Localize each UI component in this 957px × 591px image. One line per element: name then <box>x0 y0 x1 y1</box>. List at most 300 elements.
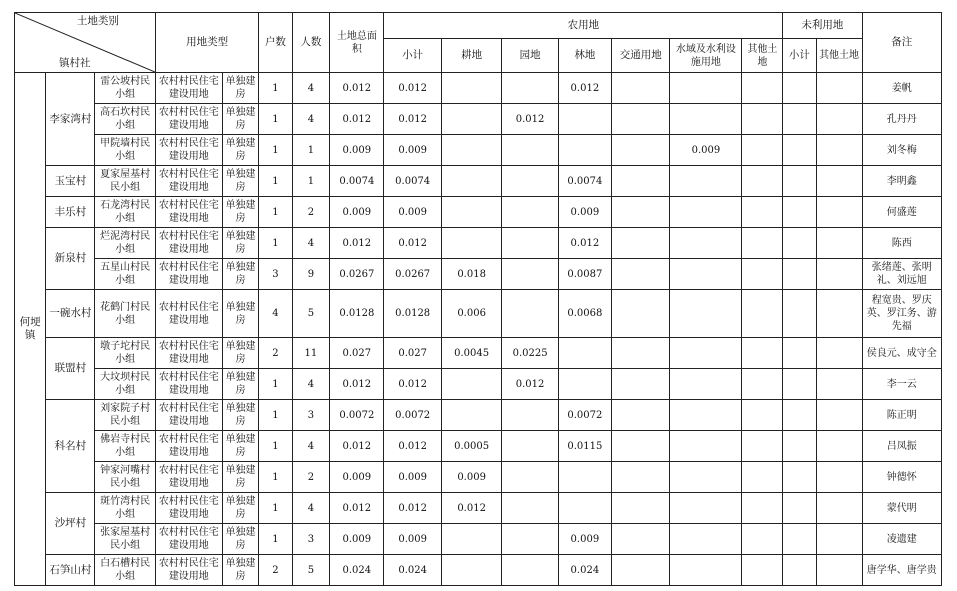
build-kind-cell: 单独建房 <box>222 73 259 104</box>
transport-cell <box>611 493 669 524</box>
garden-cell: 0.012 <box>502 104 558 135</box>
transport-cell <box>611 228 669 259</box>
subtotal-cell: 0.012 <box>384 369 441 400</box>
forest-cell: 0.0074 <box>558 166 611 197</box>
unused-other-cell <box>816 338 862 369</box>
header-water: 水域及水利设施用地 <box>670 39 742 73</box>
build-kind-cell: 单独建房 <box>222 228 259 259</box>
water-cell <box>670 369 742 400</box>
households-cell: 2 <box>259 555 292 586</box>
header-subtotal: 小计 <box>384 39 441 73</box>
households-cell: 1 <box>259 166 292 197</box>
unused-other-cell <box>816 493 862 524</box>
land-type-cell: 农村村民住宅建设用地 <box>155 259 222 290</box>
subtotal-cell: 0.009 <box>384 197 441 228</box>
people-cell: 4 <box>292 493 330 524</box>
unused-subtotal-cell <box>783 228 816 259</box>
table-row <box>15 524 942 555</box>
transport-cell <box>611 104 669 135</box>
subtotal-cell: 0.012 <box>384 104 441 135</box>
total-area-cell: 0.012 <box>330 73 384 104</box>
water-cell <box>670 431 742 462</box>
land-type-cell: 农村村民住宅建设用地 <box>155 290 222 338</box>
forest-cell <box>558 104 611 135</box>
total-area-cell: 0.0267 <box>330 259 384 290</box>
water-cell <box>670 73 742 104</box>
remark-cell: 陈西 <box>862 228 941 259</box>
other-land-cell <box>742 73 783 104</box>
remark-cell: 张绪莲、张明礼、刘远旭 <box>862 259 941 290</box>
unused-subtotal-cell <box>783 104 816 135</box>
remark-cell: 钟德怀 <box>862 462 941 493</box>
subtotal-cell: 0.0267 <box>384 259 441 290</box>
water-cell <box>670 228 742 259</box>
water-cell <box>670 524 742 555</box>
land-type-cell: 农村村民住宅建设用地 <box>155 431 222 462</box>
water-cell <box>670 104 742 135</box>
unused-subtotal-cell <box>783 524 816 555</box>
subtotal-cell: 0.027 <box>384 338 441 369</box>
households-cell: 1 <box>259 104 292 135</box>
people-cell: 5 <box>292 290 330 338</box>
build-kind-cell: 单独建房 <box>222 369 259 400</box>
cultivated-cell <box>441 197 502 228</box>
unused-other-cell <box>816 431 862 462</box>
header-diagonal-cell <box>15 13 156 73</box>
households-cell: 1 <box>259 73 292 104</box>
garden-cell <box>502 555 558 586</box>
remark-cell: 程宽贵、罗庆英、罗江务、游先福 <box>862 290 941 338</box>
group-cell: 花鹤门村民小组 <box>95 290 156 338</box>
water-cell <box>670 555 742 586</box>
transport-cell <box>611 166 669 197</box>
header-unused-other: 其他土地 <box>816 39 862 73</box>
town-cell: 何埂镇 <box>15 73 46 586</box>
unused-other-cell <box>816 197 862 228</box>
garden-cell: 0.012 <box>502 369 558 400</box>
forest-cell: 0.0087 <box>558 259 611 290</box>
land-type-cell: 农村村民住宅建设用地 <box>155 104 222 135</box>
transport-cell <box>611 369 669 400</box>
unused-subtotal-cell <box>783 73 816 104</box>
build-kind-cell: 单独建房 <box>222 259 259 290</box>
unused-subtotal-cell <box>783 493 816 524</box>
remark-cell: 姜帆 <box>862 73 941 104</box>
people-cell: 4 <box>292 369 330 400</box>
build-kind-cell: 单独建房 <box>222 197 259 228</box>
subtotal-cell: 0.009 <box>384 135 441 166</box>
cultivated-cell <box>441 135 502 166</box>
people-cell: 3 <box>292 400 330 431</box>
remark-cell: 吕凤振 <box>862 431 941 462</box>
other-land-cell <box>742 431 783 462</box>
garden-cell <box>502 290 558 338</box>
other-land-cell <box>742 104 783 135</box>
transport-cell <box>611 290 669 338</box>
cultivated-cell: 0.006 <box>441 290 502 338</box>
unused-other-cell <box>816 135 862 166</box>
village-cell: 石笋山村 <box>46 555 95 586</box>
land-type-cell: 农村村民住宅建设用地 <box>155 555 222 586</box>
village-cell: 李家湾村 <box>46 73 95 166</box>
unused-subtotal-cell <box>783 135 816 166</box>
cultivated-cell: 0.009 <box>441 462 502 493</box>
total-area-cell: 0.012 <box>330 228 384 259</box>
forest-cell: 0.009 <box>558 524 611 555</box>
table-body <box>15 73 942 586</box>
water-cell <box>670 166 742 197</box>
unused-other-cell <box>816 369 862 400</box>
other-land-cell <box>742 524 783 555</box>
other-land-cell <box>742 197 783 228</box>
garden-cell <box>502 462 558 493</box>
transport-cell <box>611 462 669 493</box>
build-kind-cell: 单独建房 <box>222 290 259 338</box>
cultivated-cell <box>441 400 502 431</box>
households-cell: 1 <box>259 400 292 431</box>
people-cell: 11 <box>292 338 330 369</box>
garden-cell <box>502 166 558 197</box>
transport-cell <box>611 400 669 431</box>
land-type-cell: 农村村民住宅建设用地 <box>155 197 222 228</box>
unused-other-cell <box>816 104 862 135</box>
unused-subtotal-cell <box>783 555 816 586</box>
land-type-cell: 农村村民住宅建设用地 <box>155 73 222 104</box>
cultivated-cell: 0.018 <box>441 259 502 290</box>
group-cell: 张家屋基村民小组 <box>95 524 156 555</box>
unused-subtotal-cell <box>783 197 816 228</box>
households-cell: 4 <box>259 290 292 338</box>
forest-cell: 0.024 <box>558 555 611 586</box>
header-people: 人数 <box>292 13 330 73</box>
water-cell <box>670 259 742 290</box>
garden-cell <box>502 400 558 431</box>
unused-other-cell <box>816 524 862 555</box>
forest-cell <box>558 135 611 166</box>
water-cell <box>670 197 742 228</box>
header-cultivated: 耕地 <box>441 39 502 73</box>
header-forest: 林地 <box>558 39 611 73</box>
group-cell: 斑竹湾村民小组 <box>95 493 156 524</box>
table-row <box>15 135 942 166</box>
group-cell: 刘家院子村民小组 <box>95 400 156 431</box>
village-cell: 一碗水村 <box>46 290 95 338</box>
group-cell: 墩子坨村民小组 <box>95 338 156 369</box>
total-area-cell: 0.009 <box>330 197 384 228</box>
garden-cell <box>502 228 558 259</box>
forest-cell: 0.0068 <box>558 290 611 338</box>
transport-cell <box>611 431 669 462</box>
households-cell: 1 <box>259 462 292 493</box>
total-area-cell: 0.0072 <box>330 400 384 431</box>
header-other-land: 其他土地 <box>742 39 783 73</box>
subtotal-cell: 0.009 <box>384 524 441 555</box>
group-cell: 五星山村民小组 <box>95 259 156 290</box>
transport-cell <box>611 524 669 555</box>
land-type-cell: 农村村民住宅建设用地 <box>155 228 222 259</box>
total-area-cell: 0.012 <box>330 104 384 135</box>
header-households: 户数 <box>259 13 292 73</box>
cultivated-cell: 0.0045 <box>441 338 502 369</box>
other-land-cell <box>742 259 783 290</box>
total-area-cell: 0.024 <box>330 555 384 586</box>
cultivated-cell <box>441 524 502 555</box>
group-cell: 夏家屋基村民小组 <box>95 166 156 197</box>
forest-cell: 0.0072 <box>558 400 611 431</box>
group-cell: 烂泥湾村民小组 <box>95 228 156 259</box>
total-area-cell: 0.009 <box>330 462 384 493</box>
water-cell: 0.009 <box>670 135 742 166</box>
build-kind-cell: 单独建房 <box>222 104 259 135</box>
transport-cell <box>611 338 669 369</box>
header-town-village-group: 镇村社 <box>59 57 91 69</box>
forest-cell <box>558 369 611 400</box>
build-kind-cell: 单独建房 <box>222 166 259 197</box>
land-type-cell: 农村村民住宅建设用地 <box>155 462 222 493</box>
households-cell: 1 <box>259 493 292 524</box>
other-land-cell <box>742 493 783 524</box>
unused-other-cell <box>816 259 862 290</box>
total-area-cell: 0.0128 <box>330 290 384 338</box>
group-cell: 雷公坡村民小组 <box>95 73 156 104</box>
header-unused: 未利用地 <box>783 13 862 39</box>
people-cell: 1 <box>292 135 330 166</box>
header-land-use-type: 用地类型 <box>155 13 258 73</box>
garden-cell <box>502 431 558 462</box>
village-cell: 新泉村 <box>46 228 95 290</box>
header-remarks: 备注 <box>862 13 941 73</box>
forest-cell: 0.009 <box>558 197 611 228</box>
garden-cell <box>502 259 558 290</box>
table-row <box>15 166 942 197</box>
garden-cell <box>502 493 558 524</box>
table-row <box>15 197 942 228</box>
remark-cell: 李一云 <box>862 369 941 400</box>
transport-cell <box>611 197 669 228</box>
group-cell: 佛岩寺村民小组 <box>95 431 156 462</box>
remark-cell: 李明鑫 <box>862 166 941 197</box>
land-type-cell: 农村村民住宅建设用地 <box>155 166 222 197</box>
other-land-cell <box>742 290 783 338</box>
table-row <box>15 431 942 462</box>
total-area-cell: 0.009 <box>330 524 384 555</box>
group-cell: 钟家河嘴村民小组 <box>95 462 156 493</box>
build-kind-cell: 单独建房 <box>222 524 259 555</box>
subtotal-cell: 0.012 <box>384 493 441 524</box>
table-row <box>15 462 942 493</box>
subtotal-cell: 0.012 <box>384 431 441 462</box>
cultivated-cell <box>441 166 502 197</box>
unused-subtotal-cell <box>783 338 816 369</box>
people-cell: 2 <box>292 197 330 228</box>
other-land-cell <box>742 555 783 586</box>
forest-cell: 0.0115 <box>558 431 611 462</box>
group-cell: 高石坎村民小组 <box>95 104 156 135</box>
water-cell <box>670 338 742 369</box>
cultivated-cell: 0.012 <box>441 493 502 524</box>
people-cell: 4 <box>292 228 330 259</box>
village-cell: 玉宝村 <box>46 166 95 197</box>
build-kind-cell: 单独建房 <box>222 338 259 369</box>
land-type-cell: 农村村民住宅建设用地 <box>155 400 222 431</box>
water-cell <box>670 290 742 338</box>
forest-cell <box>558 462 611 493</box>
header-total-area: 土地总面积 <box>330 13 384 73</box>
other-land-cell <box>742 400 783 431</box>
land-type-cell: 农村村民住宅建设用地 <box>155 338 222 369</box>
unused-subtotal-cell <box>783 400 816 431</box>
table-row <box>15 400 942 431</box>
table-row <box>15 369 942 400</box>
other-land-cell <box>742 135 783 166</box>
transport-cell <box>611 259 669 290</box>
unused-subtotal-cell <box>783 369 816 400</box>
header-agricultural: 农用地 <box>384 13 783 39</box>
total-area-cell: 0.009 <box>330 135 384 166</box>
table-row <box>15 555 942 586</box>
table-row <box>15 73 942 104</box>
build-kind-cell: 单独建房 <box>222 462 259 493</box>
forest-cell: 0.012 <box>558 73 611 104</box>
cultivated-cell <box>441 73 502 104</box>
water-cell <box>670 493 742 524</box>
village-cell: 沙坪村 <box>46 493 95 555</box>
transport-cell <box>611 555 669 586</box>
build-kind-cell: 单独建房 <box>222 493 259 524</box>
unused-other-cell <box>816 228 862 259</box>
subtotal-cell: 0.012 <box>384 228 441 259</box>
households-cell: 1 <box>259 369 292 400</box>
people-cell: 4 <box>292 431 330 462</box>
remark-cell: 蒙代明 <box>862 493 941 524</box>
build-kind-cell: 单独建房 <box>222 431 259 462</box>
village-cell: 科名村 <box>46 400 95 493</box>
households-cell: 1 <box>259 228 292 259</box>
cultivated-cell <box>441 369 502 400</box>
remark-cell: 唐学华、唐学贵 <box>862 555 941 586</box>
table-row <box>15 104 942 135</box>
people-cell: 3 <box>292 524 330 555</box>
remark-cell: 侯良元、成守全 <box>862 338 941 369</box>
forest-cell: 0.012 <box>558 228 611 259</box>
other-land-cell <box>742 338 783 369</box>
total-area-cell: 0.012 <box>330 369 384 400</box>
unused-subtotal-cell <box>783 290 816 338</box>
people-cell: 5 <box>292 555 330 586</box>
households-cell: 1 <box>259 135 292 166</box>
cultivated-cell: 0.0005 <box>441 431 502 462</box>
header-transport: 交通用地 <box>611 39 669 73</box>
header-unused-subtotal: 小计 <box>783 39 816 73</box>
other-land-cell <box>742 462 783 493</box>
subtotal-cell: 0.0128 <box>384 290 441 338</box>
people-cell: 9 <box>292 259 330 290</box>
garden-cell <box>502 524 558 555</box>
subtotal-cell: 0.0072 <box>384 400 441 431</box>
unused-other-cell <box>816 555 862 586</box>
other-land-cell <box>742 369 783 400</box>
land-type-cell: 农村村民住宅建设用地 <box>155 135 222 166</box>
land-type-cell: 农村村民住宅建设用地 <box>155 493 222 524</box>
table-row <box>15 228 942 259</box>
village-cell: 联盟村 <box>46 338 95 400</box>
other-land-cell <box>742 166 783 197</box>
unused-subtotal-cell <box>783 259 816 290</box>
households-cell: 3 <box>259 259 292 290</box>
cultivated-cell <box>441 228 502 259</box>
transport-cell <box>611 73 669 104</box>
table-row <box>15 259 942 290</box>
group-cell: 石龙湾村民小组 <box>95 197 156 228</box>
unused-other-cell <box>816 462 862 493</box>
people-cell: 2 <box>292 462 330 493</box>
garden-cell: 0.0225 <box>502 338 558 369</box>
unused-other-cell <box>816 166 862 197</box>
land-type-cell: 农村村民住宅建设用地 <box>155 369 222 400</box>
remark-cell: 陈正明 <box>862 400 941 431</box>
garden-cell <box>502 197 558 228</box>
forest-cell <box>558 338 611 369</box>
households-cell: 1 <box>259 197 292 228</box>
unused-other-cell <box>816 73 862 104</box>
water-cell <box>670 400 742 431</box>
households-cell: 1 <box>259 431 292 462</box>
transport-cell <box>611 135 669 166</box>
group-cell: 大坟坝村民小组 <box>95 369 156 400</box>
unused-other-cell <box>816 400 862 431</box>
garden-cell <box>502 135 558 166</box>
group-cell: 甲院墙村民小组 <box>95 135 156 166</box>
water-cell <box>670 462 742 493</box>
remark-cell: 孔丹丹 <box>862 104 941 135</box>
people-cell: 4 <box>292 73 330 104</box>
total-area-cell: 0.012 <box>330 493 384 524</box>
build-kind-cell: 单独建房 <box>222 400 259 431</box>
table-row <box>15 493 942 524</box>
remark-cell: 何盛莲 <box>862 197 941 228</box>
other-land-cell <box>742 228 783 259</box>
unused-subtotal-cell <box>783 462 816 493</box>
households-cell: 2 <box>259 338 292 369</box>
header-land-category: 土地类别 <box>76 15 119 27</box>
unused-other-cell <box>816 290 862 338</box>
total-area-cell: 0.027 <box>330 338 384 369</box>
subtotal-cell: 0.009 <box>384 462 441 493</box>
people-cell: 1 <box>292 166 330 197</box>
cultivated-cell <box>441 104 502 135</box>
group-cell: 白石槽村民小组 <box>95 555 156 586</box>
subtotal-cell: 0.0074 <box>384 166 441 197</box>
subtotal-cell: 0.012 <box>384 73 441 104</box>
people-cell: 4 <box>292 104 330 135</box>
remark-cell: 刘冬梅 <box>862 135 941 166</box>
land-type-cell: 农村村民住宅建设用地 <box>155 524 222 555</box>
build-kind-cell: 单独建房 <box>222 555 259 586</box>
total-area-cell: 0.012 <box>330 431 384 462</box>
subtotal-cell: 0.024 <box>384 555 441 586</box>
header-garden: 园地 <box>502 39 558 73</box>
unused-subtotal-cell <box>783 166 816 197</box>
households-cell: 1 <box>259 524 292 555</box>
table-row <box>15 290 942 338</box>
garden-cell <box>502 73 558 104</box>
remark-cell: 凌遗建 <box>862 524 941 555</box>
total-area-cell: 0.0074 <box>330 166 384 197</box>
unused-subtotal-cell <box>783 431 816 462</box>
village-cell: 丰乐村 <box>46 197 95 228</box>
cultivated-cell <box>441 555 502 586</box>
build-kind-cell: 单独建房 <box>222 135 259 166</box>
